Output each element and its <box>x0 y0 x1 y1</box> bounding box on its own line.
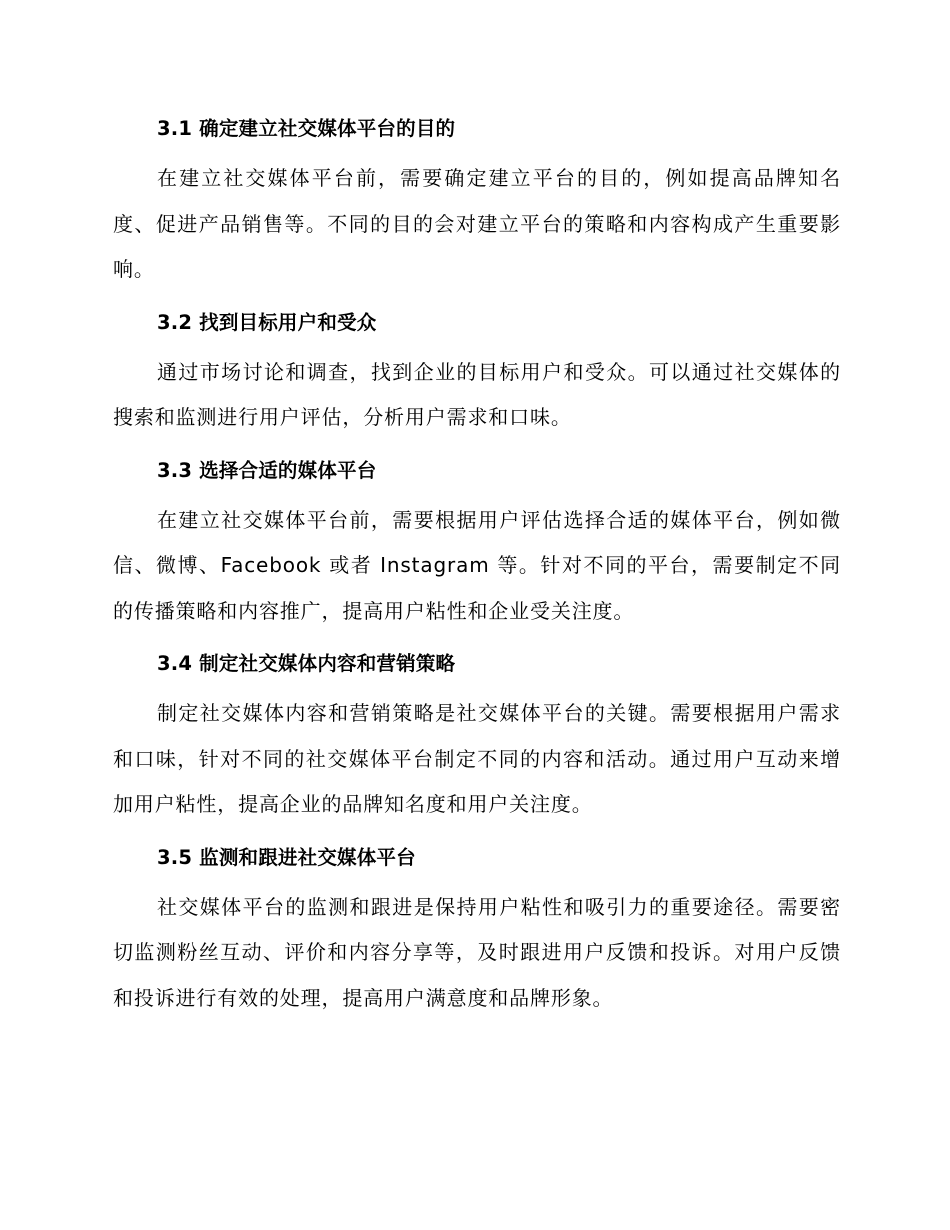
section-heading: 3.2 找到目标用户和受众 <box>157 310 377 334</box>
section-3-3 <box>113 454 841 635</box>
document-content <box>113 112 841 1021</box>
section-heading: 3.1 确定建立社交媒体平台的目的 <box>157 117 456 140</box>
section-paragraph: 通过市场讨论和调查，找到企业的目标用户和受众。可以通过社交媒体的搜索和监测进行用户评估，分析用户需求和口味。 <box>113 359 841 429</box>
section-3-5 <box>113 841 841 1022</box>
section-3-2 <box>113 306 841 441</box>
section-heading: 3.3 选择合适的媒体平台 <box>157 458 377 482</box>
section-3-1 <box>113 112 841 293</box>
section-heading: 3.5 监测和跟进社交媒体平台 <box>157 845 416 869</box>
section-paragraph: 制定社交媒体内容和营销策略是社交媒体平台的关键。需要根据用户需求和口味，针对不同的社交媒体平台制定不同的内容和活动。通过用户互动来增加用户粘性，提高企业的品牌知名度和用户关注度。 <box>113 701 841 816</box>
section-heading: 3.4 制定社交媒体内容和营销策略 <box>157 652 456 675</box>
section-paragraph: 在建立社交媒体平台前，需要确定建立平台的目的，例如提高品牌知名度、促进产品销售等。不同的目的会对建立平台的策略和内容构成产生重要影响。 <box>113 166 841 281</box>
section-paragraph: 在建立社交媒体平台前，需要根据用户评估选择合适的媒体平台，例如微信、微博、Facebook 或者 Instagram 等。针对不同的平台，需要制定不同的传播策略和内容推广，提高用户粘性和企业受关注度。 <box>113 507 841 623</box>
section-3-4 <box>113 647 841 828</box>
section-paragraph: 社交媒体平台的监测和跟进是保持用户粘性和吸引力的重要途径。需要密切监测粉丝互动、评价和内容分享等，及时跟进用户反馈和投诉。对用户反馈和投诉进行有效的处理，提高用户满意度和品牌形象。 <box>113 894 841 1010</box>
